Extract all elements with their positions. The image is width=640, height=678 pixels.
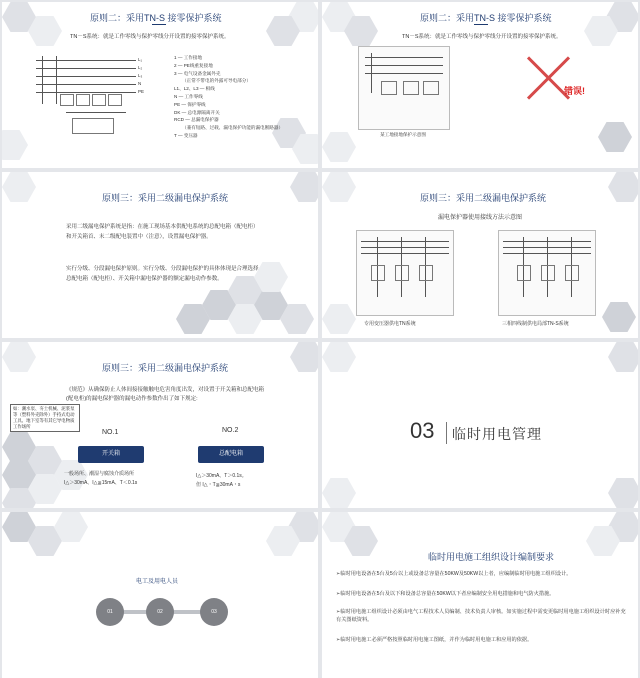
legend-item: L1、L2、L3 — 相线 — [174, 86, 215, 92]
legend-item: T — 变压器 — [174, 132, 198, 138]
legend-item: N — 工作零线 — [174, 93, 203, 99]
caption-right: 三相四线制供电局部TN-S系统 — [502, 321, 569, 327]
tn-s-circuit-diagram — [26, 54, 148, 146]
tn-s-wiring-diagram — [498, 230, 596, 316]
main-distribution-box-button[interactable]: 总配电箱 — [198, 446, 264, 463]
line-label-l3: L₃ — [138, 73, 143, 78]
slide-title: 原则三：采用二级漏电保护系统 — [420, 193, 547, 203]
legend-item: （正常不带电的外露可导电部分） — [182, 78, 251, 84]
no2-label: NO.2 — [222, 427, 239, 434]
paragraph-2: 实行分级、分段漏电保护原则。实行分级、分段漏电保护的具体体现是合理选择总配电箱（配电柜）、开关箱中漏电保护器的额定漏电动作参数。 — [66, 266, 259, 282]
slide-4[interactable] — [322, 172, 638, 338]
slide-subtitle: TN－S系统：就是工作零线与保护零线分开设置的接零保护系统。 — [70, 34, 230, 40]
section-title: 临时用电管理 — [452, 426, 542, 442]
slide-title: 原则二：采用TN-S 接零保护系统 — [90, 13, 222, 23]
site-grounding-diagram — [358, 46, 450, 130]
error-cross-icon — [528, 58, 568, 98]
step-circle-03[interactable]: 03 — [200, 598, 228, 626]
error-label: 错误! — [564, 86, 585, 96]
bullet-4: ➢临时用电施工必须严格按照临时用电施工图纸，并作为临时用电施工和应用的依据。 — [336, 637, 533, 643]
switch-box-button[interactable]: 开关箱 — [78, 446, 144, 463]
bullet-1: ➢临时用电设备在5台及5台以上或设备总容量在50KW及50KW以上者，应编制临时用电施工组织设计。 — [336, 571, 572, 577]
intro-paragraph: 《规范》从确保防止人体间接接触触电危害角度出发，对设置于开关箱和总配电箱(配电柜)的漏电保护器的漏电动作参数作出了如下规定: — [66, 387, 265, 402]
no1-desc-line2: I△＞30mA、I△≦15mA、T＜0.1s — [64, 480, 138, 486]
note-box: 如：潮水泵、夯土机械、泥浆泵等（塑料外壳除外）手持式电动工具、地下室等有其它导电物质工作场所 — [10, 404, 80, 432]
step-circle-02[interactable]: 02 — [146, 598, 174, 626]
slide-title: 电工及用电人员 — [136, 579, 179, 585]
legend-item: RCD — 总漏电保护器 — [174, 117, 219, 123]
line-label-pe: PE — [138, 89, 145, 94]
legend-item: （兼有短路、过载、漏电保护功能的漏电断路器） — [182, 125, 284, 131]
no1-desc-line1: 一般场所、潮湿与腐蚀介质场所 — [64, 471, 135, 477]
legend-item: 2 — PE线重复接地 — [174, 62, 213, 68]
bullet-3: ➢临时用电施工组织设计必须由电气工程技术人员编制、技术负责人审核。如实施过程中需变更临时用电施工组织设计时应补充有关图纸资料。 — [336, 609, 626, 623]
section-number: 03 — [410, 418, 435, 443]
legend-item: 1 — 工作接地 — [174, 55, 203, 60]
slide-8[interactable] — [322, 512, 638, 678]
title-underline — [152, 24, 166, 25]
slide-5[interactable] — [2, 342, 318, 508]
slide-subtitle: TN－S系统：就是工作零线与保护零线分开设置的接零保护系统。 — [402, 34, 562, 40]
slide-title: 原则三：采用二级漏电保护系统 — [102, 363, 229, 373]
tn-wiring-diagram — [356, 230, 454, 316]
section-divider — [446, 422, 447, 444]
line-label-n: N — [138, 81, 142, 86]
slide-3[interactable] — [2, 172, 318, 338]
step-circle-01[interactable]: 01 — [96, 598, 124, 626]
bullet-2: ➢临时用电设备在5台及以下和设备总容量在50KW以下者应编制安全用电措施和电气防火措施。 — [336, 591, 555, 597]
legend-item: 3 — 电气设备金属外壳 — [174, 70, 221, 76]
slide-6[interactable] — [322, 342, 638, 508]
no2-desc-line1: I△＞30mA、T＞0.1s。 — [196, 473, 247, 479]
slide-2[interactable] — [322, 2, 638, 168]
caption-left: 专用变压器供电TN系统 — [364, 321, 416, 327]
slide-7[interactable] — [2, 512, 318, 678]
slide-title: 原则三：采用二级漏电保护系统 — [102, 193, 229, 203]
line-label-l2: L₂ — [138, 65, 143, 70]
legend-item: PE — 保护零线 — [174, 101, 206, 107]
slide-title: 原则二：采用TN-S 接零保护系统 — [420, 13, 552, 23]
slide-subtitle: 漏电保护器使用接线方法示意图 — [438, 215, 523, 221]
diagram-legend — [174, 54, 283, 140]
paragraph-1: 采用二级漏电保护系统是指：在施工现场基本供配电系统的总配电箱（配电柜）和开关箱首、末二级配电装置中（注意），设置漏电保护器。 — [66, 224, 259, 240]
no1-label: NO.1 — [102, 429, 119, 436]
line-label-l1: L₁ — [138, 57, 143, 62]
slide-1[interactable] — [2, 2, 318, 168]
no2-desc-line2: 但 I△・T≦30mA・s — [196, 482, 241, 488]
legend-item: DK — 总电源隔离开关 — [174, 109, 220, 115]
diagram-caption: 某工地接地保护示意图 — [380, 132, 426, 137]
slide-title: 临时用电施工组织设计编制要求 — [428, 552, 555, 562]
title-underline — [474, 24, 488, 25]
